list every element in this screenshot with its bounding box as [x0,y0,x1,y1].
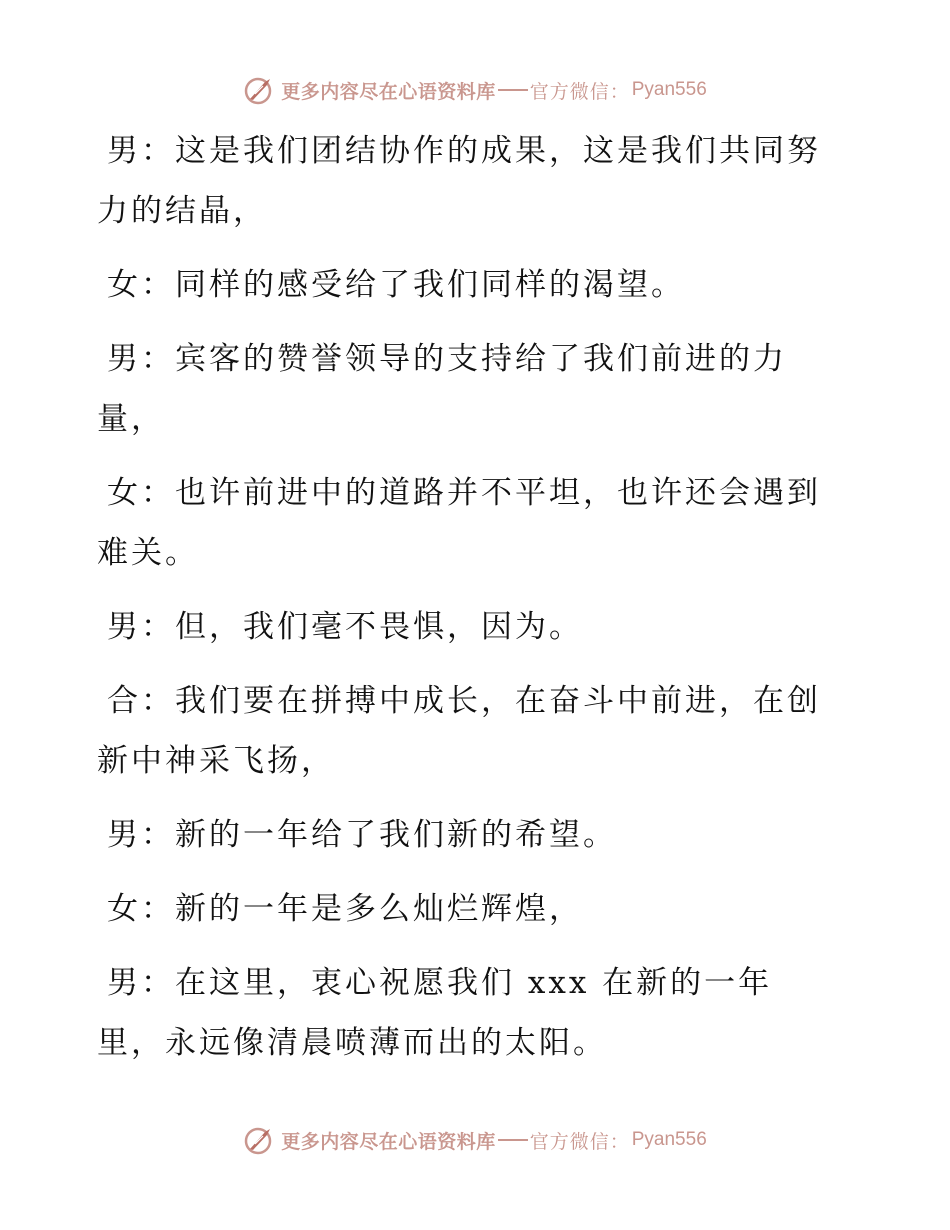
speaker-label: 女： [107,267,175,303]
banner-title: 更多内容尽在心语资料库 [281,1130,496,1153]
line-text: 这是我们团结协作的成果，这是我们共同努力的结晶， [97,133,821,229]
line-text: 也许前进中的道路并不平坦，也许还会遇到难关。 [97,475,821,571]
line-text: 同样的感受给了我们同样的渴望。 [175,267,685,303]
line-text: 宾客的赞誉领导的支持给了我们前进的力量， [97,341,787,437]
banner-divider [498,89,528,91]
dialogue-line [97,671,837,791]
dialogue-body [97,121,837,1087]
line-text: 新的一年是多么灿烂辉煌， [175,891,583,927]
banner-divider [498,1139,528,1141]
banner-wechat-id: Pyan556 [631,1129,707,1150]
line-text: 我们要在拼搏中成长，在奋斗中前进，在创新中神采飞扬， [97,683,821,779]
header-banner [0,70,950,110]
line-text: 新的一年给了我们新的希望。 [175,817,617,853]
speaker-label: 女： [107,475,175,511]
quill-pen-icon [243,1124,275,1156]
banner-subtitle: 官方微信： [529,80,630,103]
speaker-label: 男： [107,817,175,853]
banner-wechat-id: Pyan556 [631,79,707,100]
dialogue-line [97,329,837,449]
quill-pen-icon [243,74,275,106]
speaker-label: 女： [107,891,175,927]
speaker-label: 男： [107,609,175,645]
dialogue-line [97,121,837,241]
dialogue-line [97,805,837,865]
speaker-label: 合： [107,683,175,719]
dialogue-line [97,463,837,583]
banner-title: 更多内容尽在心语资料库 [281,80,496,103]
line-text: 但，我们毫不畏惧，因为。 [175,609,583,645]
speaker-label: 男： [107,965,175,1001]
dialogue-line [97,879,837,939]
speaker-label: 男： [107,133,175,169]
banner-subtitle: 官方微信： [529,1130,630,1153]
speaker-label: 男： [107,341,175,377]
dialogue-line [97,597,837,657]
line-text: 在这里，衷心祝愿我们 xxx 在新的一年里，永远像清晨喷薄而出的太阳。 [97,965,773,1061]
dialogue-line [97,953,837,1073]
footer-banner [0,1120,950,1160]
dialogue-line [97,255,837,315]
